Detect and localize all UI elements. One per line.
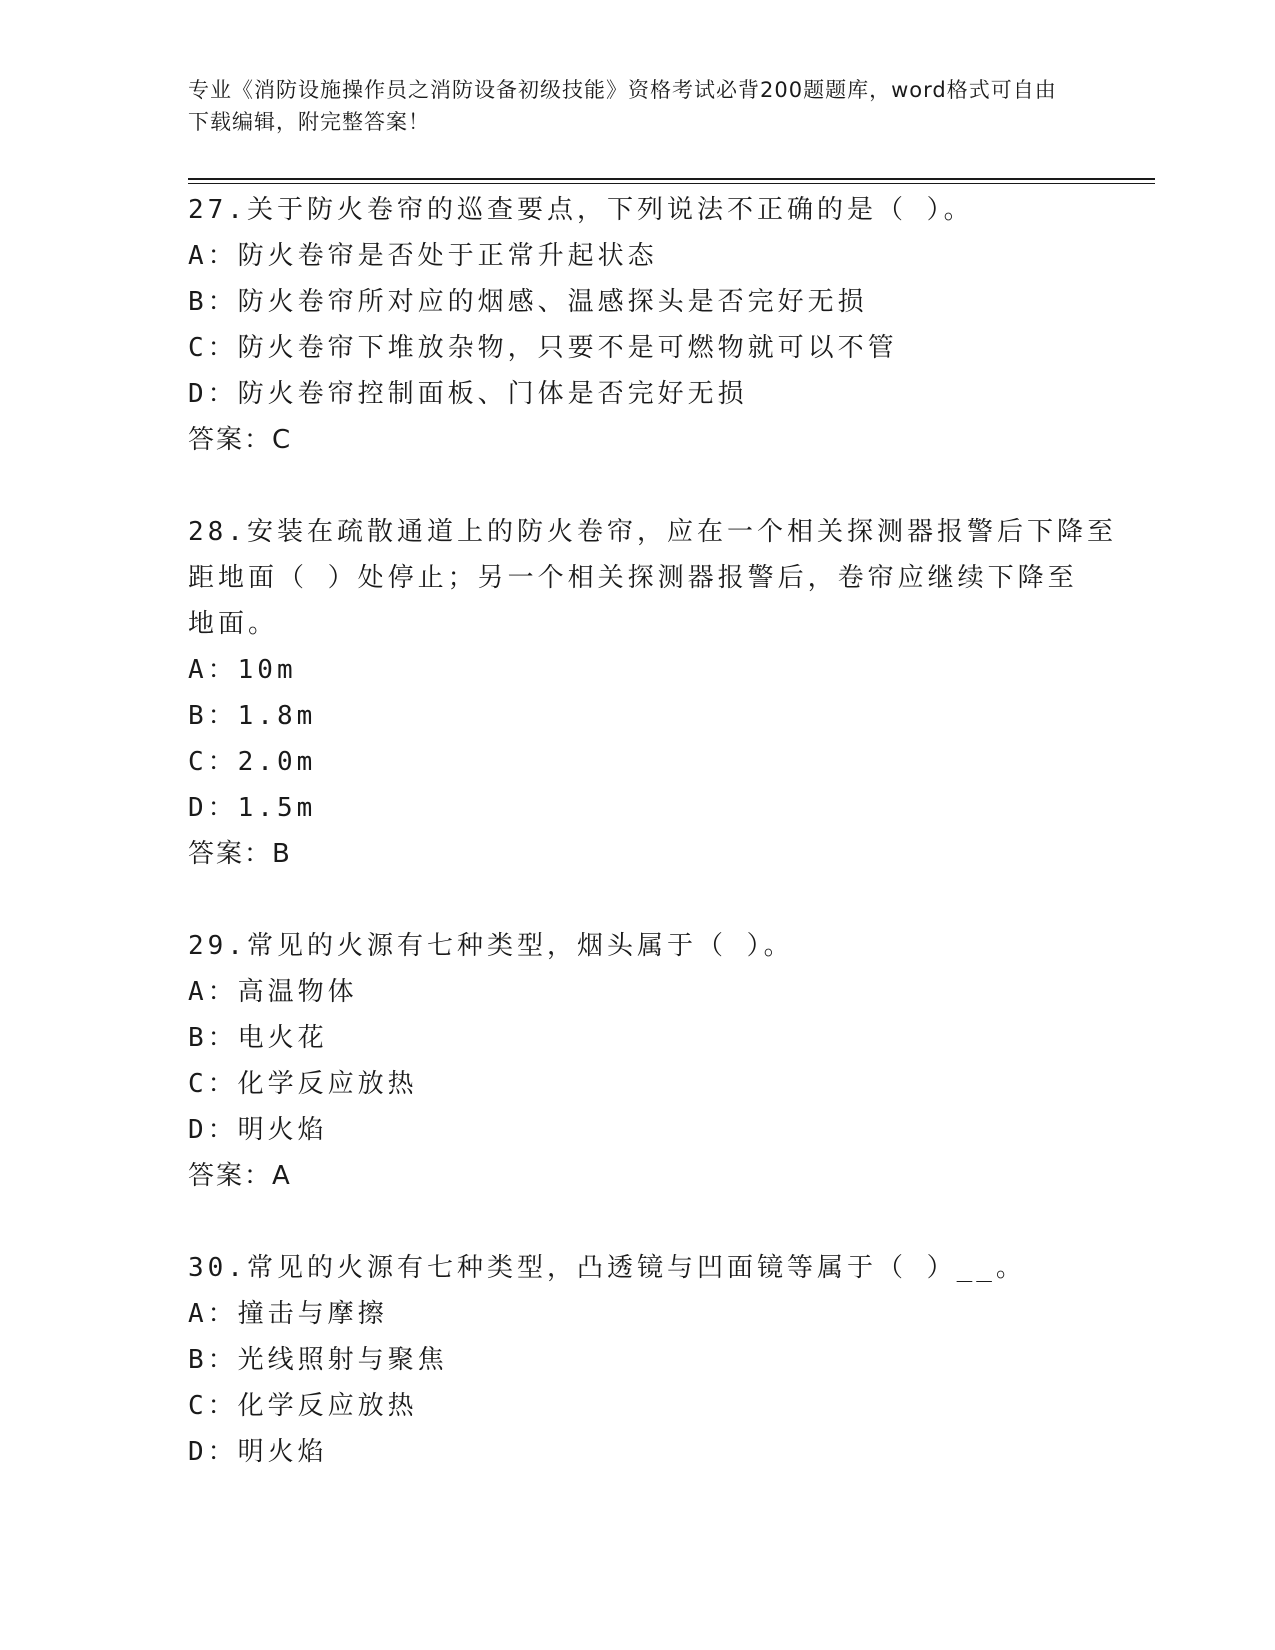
option-d: D：明火焰 [188,1115,328,1145]
option-b: B：防火卷帘所对应的烟感、温感探头是否完好无损 [188,287,868,317]
option-d: D：明火焰 [188,1437,328,1467]
option-d: D：防火卷帘控制面板、门体是否完好无损 [188,379,748,409]
question-list [188,187,1117,1475]
question-stem: 27.关于防火卷帘的巡查要点，下列说法不正确的是（ ）。 [188,195,974,225]
question-27 [188,187,1078,463]
question-29 [188,923,1078,1199]
question-stem-line-1: 28.安装在疏散通道上的防火卷帘，应在一个相关探测器报警后下降至 [188,517,1117,547]
option-c: C：防火卷帘下堆放杂物，只要不是可燃物就可以不管 [188,333,898,363]
question-spacer [188,877,1078,923]
option-a: A：防火卷帘是否处于正常升起状态 [188,241,658,271]
question-stem: 29.常见的火源有七种类型，烟头属于（ ）。 [188,931,794,961]
option-d: D：1.5m [188,793,317,823]
option-b: B：电火花 [188,1023,328,1053]
option-b: B：1.8m [188,701,317,731]
option-a: A：高温物体 [188,977,358,1007]
document-header: 专业《消防设施操作员之消防设备初级技能》资格考试必背200题题库，word格式可自由下载编辑，附完整答案！ [188,78,1057,134]
header-divider-thick [188,178,1155,180]
question-28 [188,509,1117,877]
question-stem-line-3: 地面。 [188,609,279,639]
answer-line: 答案：B [188,839,292,869]
question-spacer [188,1199,1078,1245]
option-c: C：2.0m [188,747,317,777]
question-stem: 30.常见的火源有七种类型，凸透镜与凹面镜等属于（ ）__。 [188,1253,1026,1283]
option-b: B：光线照射与聚焦 [188,1345,448,1375]
option-c: C：化学反应放热 [188,1391,418,1421]
option-a: A：10m [188,655,297,685]
answer-line: 答案：A [188,1161,292,1191]
header-divider-thin [188,183,1155,184]
option-c: C：化学反应放热 [188,1069,418,1099]
question-spacer [188,463,1078,509]
answer-line: 答案：C [188,425,293,455]
option-a: A：撞击与摩擦 [188,1299,388,1329]
question-stem-line-2: 距地面（ ）处停止；另一个相关探测器报警后，卷帘应继续下降至 [188,563,1078,593]
question-30 [188,1245,1078,1475]
